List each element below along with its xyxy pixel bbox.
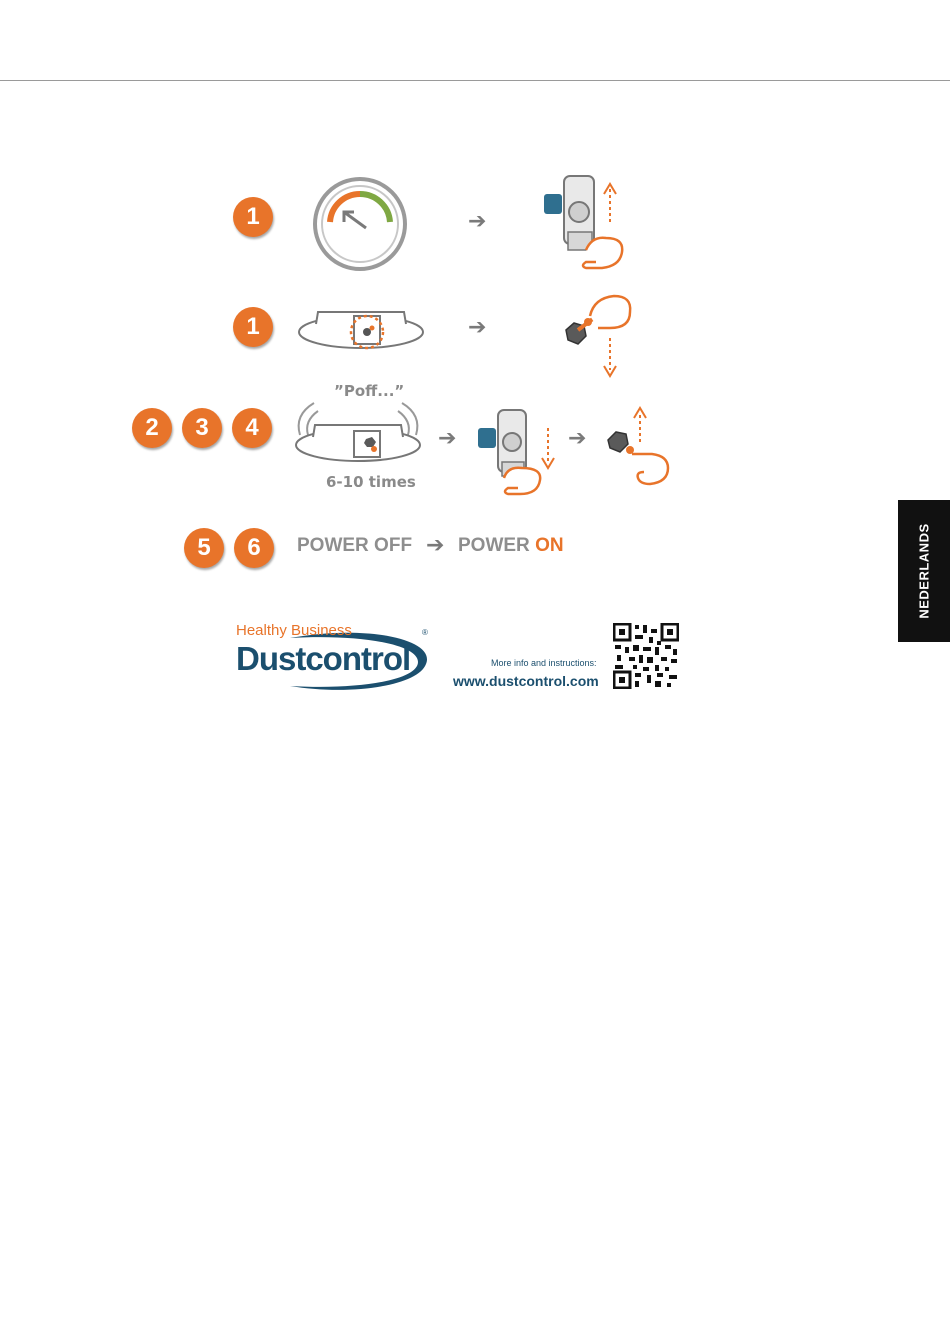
qr-code[interactable] bbox=[613, 623, 679, 689]
filter-handle-push-down-icon bbox=[474, 406, 560, 498]
step-badge-3: 3 bbox=[182, 408, 222, 448]
filter-handle-pull-up-icon bbox=[540, 172, 632, 272]
power-off-label: POWER OFF bbox=[297, 535, 413, 556]
repeat-count-label: 6-10 times bbox=[326, 473, 416, 491]
power-on-label bbox=[458, 535, 564, 557]
step-badge-2: 2 bbox=[132, 408, 172, 448]
hex-nut-press-up-icon bbox=[602, 406, 674, 488]
press-nut-icon bbox=[560, 290, 636, 380]
step-badge-1: 1 bbox=[233, 197, 273, 237]
step-badge-6: 6 bbox=[234, 528, 274, 568]
flow-arrow-icon: ➔ bbox=[426, 533, 445, 558]
power-on-prefix: POWER bbox=[458, 535, 536, 556]
language-tab-label: NEDERLANDS bbox=[916, 523, 932, 619]
flow-arrow-icon: ➔ bbox=[468, 315, 487, 340]
website-link[interactable]: www.dustcontrol.com bbox=[453, 673, 599, 689]
gauge-icon bbox=[312, 176, 408, 272]
lid-shake-icon bbox=[290, 395, 426, 467]
brand-name: Dustcontrol bbox=[236, 640, 411, 677]
poff-sound-label: ”Poff...” bbox=[334, 382, 405, 400]
lid-icon bbox=[296, 300, 426, 356]
brand-tagline: Healthy Business bbox=[236, 622, 352, 639]
language-tab bbox=[898, 500, 950, 642]
flow-arrow-icon: ➔ bbox=[438, 426, 457, 451]
registered-mark: ® bbox=[422, 628, 428, 637]
step-badge-4: 4 bbox=[232, 408, 272, 448]
flow-arrow-icon: ➔ bbox=[468, 209, 487, 234]
header-rule bbox=[0, 80, 950, 81]
flow-arrow-icon: ➔ bbox=[568, 426, 587, 451]
more-info-label: More info and instructions: bbox=[491, 658, 597, 668]
step-badge-1b: 1 bbox=[233, 307, 273, 347]
power-on-emphasis: ON bbox=[535, 535, 564, 556]
step-badge-5: 5 bbox=[184, 528, 224, 568]
